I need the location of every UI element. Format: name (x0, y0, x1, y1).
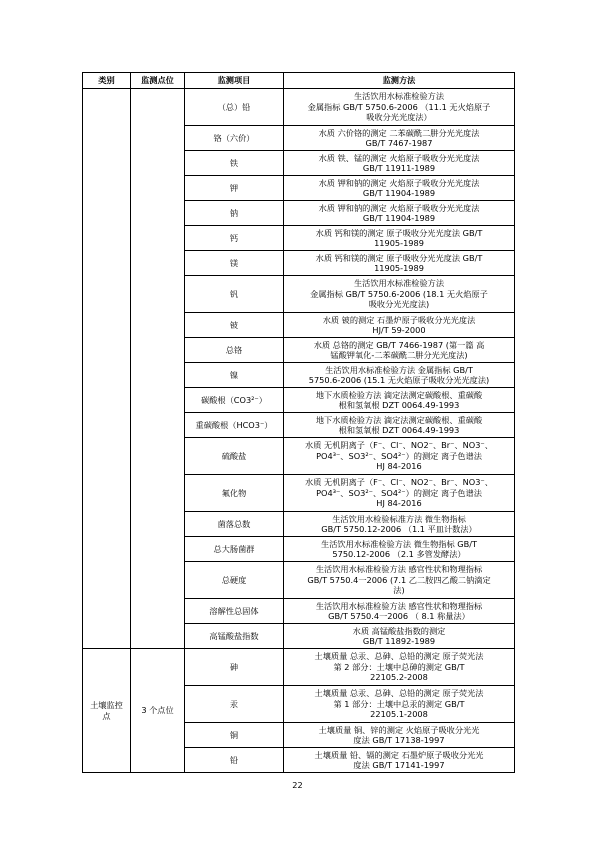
method-line: 水质 钾和钠的测定 火焰原子吸收分光光度法 (318, 177, 480, 188)
method-cell (284, 512, 515, 537)
item-cell: 碳酸根（CO3²⁻） (185, 388, 284, 413)
empty-cell (83, 176, 131, 201)
method-line: 生活饮用水标准检验方法 微生物指标 GB/T (321, 538, 477, 549)
method-cell (284, 151, 515, 176)
table-row (83, 176, 515, 201)
item-cell: 重碳酸根（HCO3⁻） (185, 413, 284, 438)
method-line: 水质 无机阴离子（F⁻、Cl⁻、NO2⁻、Br⁻、NO3⁻、 (305, 477, 493, 488)
empty-cell (131, 89, 185, 126)
method-line: GB/T 5750.4一2006 (7.1 乙二胺四乙酸二钠滴定 (307, 574, 491, 585)
header-category: 类别 (83, 73, 131, 89)
item-cell: 砷 (185, 649, 284, 686)
method-cell (284, 363, 515, 388)
item-cell: 钒 (185, 276, 284, 313)
method-line: 地下水质检验方法 滴定法测定碳酸根、重碳酸 (315, 414, 483, 425)
item-cell: 铅 (185, 748, 284, 773)
table-row (83, 338, 515, 363)
method-cell (284, 748, 515, 773)
item-cell: 钙 (185, 226, 284, 251)
table-row (83, 537, 515, 562)
item-cell: 铁 (185, 151, 284, 176)
page-number: 22 (292, 780, 303, 790)
table-row (83, 624, 515, 649)
method-cell (284, 624, 515, 649)
method-line: 吸收分光光度法） (366, 112, 432, 123)
method-line: 5750.12-2006 （2.1 多管发酵法） (332, 549, 466, 559)
empty-cell (131, 126, 185, 151)
method-cell (284, 176, 515, 201)
method-line: 水质 铁、锰的测定 火焰原子吸收分光光度法 (318, 152, 480, 163)
method-line: 22105.2-2008 (370, 672, 428, 683)
empty-cell (83, 388, 131, 413)
empty-cell (131, 363, 185, 388)
empty-cell (83, 338, 131, 363)
empty-cell (83, 276, 131, 313)
item-cell: 镁 (185, 251, 284, 276)
empty-cell (131, 276, 185, 313)
item-cell: 汞 (185, 686, 284, 723)
method-line: 根和氢氧根 DZT 0064.49-1993 (338, 425, 460, 435)
method-line: 金属指标 GB/T 5750.6-2006 (18.1 无火焰原子 (310, 288, 488, 299)
empty-cell (83, 363, 131, 388)
method-line: 第 2 部分：土壤中总砷的测定 GB/T (333, 661, 465, 672)
table-row (83, 201, 515, 226)
empty-cell (83, 562, 131, 599)
empty-cell (131, 562, 185, 599)
points-cell: 3 个点位 (131, 649, 185, 773)
method-line: 第 1 部分：土壤中总汞的测定 GB/T (333, 698, 465, 709)
method-cell (284, 413, 515, 438)
method-line: 度法 GB/T 17138-1997 (353, 735, 445, 745)
table-row (83, 475, 515, 512)
empty-cell (83, 126, 131, 151)
table-row (83, 276, 515, 313)
method-line: 生活饮用水标准检验方法 (353, 278, 445, 289)
empty-cell (131, 176, 185, 201)
method-cell (284, 649, 515, 686)
header-monitoring-point: 监测点位 (131, 73, 185, 89)
empty-cell (131, 624, 185, 649)
method-cell (284, 126, 515, 151)
item-cell: 铬（六价） (185, 126, 284, 151)
method-line: 吸收分光光度法) (368, 299, 430, 310)
header-monitoring-method: 监测方法 (284, 73, 515, 89)
empty-cell (131, 251, 185, 276)
empty-cell (83, 201, 131, 226)
empty-cell (131, 388, 185, 413)
method-line: PO4³⁻、SO3²⁻、SO4²⁻）的测定 离子色谱法 (316, 487, 482, 498)
method-line: GB/T 5750.4一2006 （ 8.1 称量法） (328, 611, 470, 621)
item-cell: 溶解性总固体 (185, 599, 284, 624)
empty-cell (83, 151, 131, 176)
item-cell: 总大肠菌群 (185, 537, 284, 562)
method-cell (284, 276, 515, 313)
item-cell: 钾 (185, 176, 284, 201)
empty-cell (131, 475, 185, 512)
item-cell: 钠 (185, 201, 284, 226)
method-cell (284, 226, 515, 251)
table-row (83, 438, 515, 475)
empty-cell (131, 438, 185, 475)
method-line: 生活饮用水标准检验方法 (353, 91, 445, 102)
table-row (83, 89, 515, 126)
method-line: 地下水质检验方法 滴定法测定碳酸根、重碳酸 (315, 389, 483, 400)
method-line: 金属指标 GB/T 5750.6-2006 （11.1 无火焰原子 (307, 101, 491, 112)
method-cell (284, 438, 515, 475)
empty-cell (83, 537, 131, 562)
table-row (83, 226, 515, 251)
empty-cell (83, 475, 131, 512)
empty-cell (83, 226, 131, 251)
method-line: GB/T 5750.12-2006 （1.1 平皿计数法） (321, 524, 477, 534)
monitoring-methods-table (82, 72, 515, 773)
empty-cell (131, 151, 185, 176)
item-cell: 硫酸盐 (185, 438, 284, 475)
method-cell (284, 475, 515, 512)
empty-cell (131, 338, 185, 363)
empty-cell (131, 599, 185, 624)
method-line: 法) (393, 585, 405, 596)
method-line: 土壤质量 总汞、总砷、总铅的测定 原子荧光法 (314, 651, 484, 662)
method-cell (284, 388, 515, 413)
table-body (83, 89, 515, 773)
method-line: 5750.6-2006 (15.1 无火焰原子吸收分光光度法) (308, 375, 490, 385)
method-cell (284, 251, 515, 276)
method-line: 度法 GB/T 17141-1997 (353, 760, 445, 770)
method-cell (284, 338, 515, 363)
empty-cell (83, 599, 131, 624)
method-cell (284, 201, 515, 226)
table-row (83, 363, 515, 388)
method-line: GB/T 11892-1989 (362, 636, 436, 646)
item-cell: （总）铅 (185, 89, 284, 126)
table-row (83, 562, 515, 599)
table-row (83, 126, 515, 151)
method-line: GB/T 7467-1987 (365, 138, 433, 148)
method-line: PO4³⁻、SO3²⁻、SO4²⁻）的测定 离子色谱法 (316, 450, 482, 461)
method-line: 根和氢氧根 DZT 0064.49-1993 (338, 400, 460, 410)
empty-cell (83, 624, 131, 649)
method-line: HJ 84-2016 (376, 461, 422, 472)
item-cell: 镍 (185, 363, 284, 388)
table-row (83, 388, 515, 413)
table-row (83, 649, 515, 686)
method-line: 水质 钙和镁的测定 原子吸收分光光度法 GB/T (315, 227, 483, 238)
table-row (83, 251, 515, 276)
empty-cell (83, 251, 131, 276)
empty-cell (131, 313, 185, 338)
method-line: 水质 无机阴离子（F⁻、Cl⁻、NO2⁻、Br⁻、NO3⁻、 (305, 440, 493, 451)
empty-cell (131, 413, 185, 438)
method-line: 水质 钾和钠的测定 火焰原子吸收分光光度法 (318, 202, 480, 213)
method-line: GB/T 11911-1989 (362, 163, 436, 173)
method-line: 生活饮用水标准检验方法 感官性状和物理指标 (315, 600, 483, 611)
method-line: GB/T 11904-1989 (362, 213, 436, 223)
method-line: 22105.1-2008 (370, 709, 428, 720)
item-cell: 高锰酸盐指数 (185, 624, 284, 649)
empty-cell (83, 512, 131, 537)
item-cell: 氟化物 (185, 475, 284, 512)
empty-cell (131, 226, 185, 251)
item-cell: 总铬 (185, 338, 284, 363)
method-cell (284, 537, 515, 562)
table-row (83, 512, 515, 537)
item-cell: 总硬度 (185, 562, 284, 599)
method-line: 生活饮用水标准检验方法 金属指标 GB/T (325, 364, 473, 375)
empty-cell (131, 201, 185, 226)
method-line: 水质 钙和镁的测定 原子吸收分光光度法 GB/T (315, 252, 483, 263)
empty-cell (83, 89, 131, 126)
method-line: 水质 高锰酸盐指数的测定 (352, 625, 446, 636)
method-line: 11905-1989 (374, 263, 424, 273)
table-row (83, 599, 515, 624)
empty-cell (83, 438, 131, 475)
method-cell (284, 723, 515, 748)
empty-cell (83, 413, 131, 438)
table-row (83, 313, 515, 338)
method-line: 生活饮用水检验标准方法 微生物指标 (332, 513, 466, 524)
method-cell (284, 599, 515, 624)
method-cell (284, 89, 515, 126)
method-cell (284, 313, 515, 338)
category-cell: 土壤监控点 (83, 649, 131, 773)
method-line: 锰酸钾氧化-二苯碳酰二肼分光光度法) (330, 350, 468, 360)
method-line: 水质 铍的测定 石墨炉原子吸收分光光度法 (322, 314, 476, 325)
empty-cell (83, 313, 131, 338)
method-line: 生活饮用水标准检验方法 感官性状和物理指标 (315, 564, 483, 575)
method-cell (284, 562, 515, 599)
empty-cell (131, 512, 185, 537)
method-line: 水质 总铬的测定 GB/T 7466-1987 (第一篇 高 (313, 339, 485, 350)
method-line: GB/T 11904-1989 (362, 188, 436, 198)
method-cell (284, 686, 515, 723)
table-row (83, 151, 515, 176)
method-line: 水质 六价铬的测定 二苯碳酰二肼分光光度法 (318, 127, 480, 138)
item-cell: 菌落总数 (185, 512, 284, 537)
header-monitoring-item: 监测项目 (185, 73, 284, 89)
method-line: 土壤质量 铜、锌的测定 火焰原子吸收分光光 (318, 724, 480, 735)
method-line: HJ/T 59-2000 (372, 325, 426, 335)
empty-cell (131, 537, 185, 562)
method-line: HJ 84-2016 (376, 498, 422, 509)
item-cell: 铍 (185, 313, 284, 338)
table-header-row (83, 73, 515, 89)
method-line: 土壤质量 铅、镉的测定 石墨炉原子吸收分光光 (314, 749, 484, 760)
table-row (83, 413, 515, 438)
method-line: 11905-1989 (374, 238, 424, 248)
method-line: 土壤质量 总汞、总砷、总铅的测定 原子荧光法 (314, 688, 484, 699)
item-cell: 铜 (185, 723, 284, 748)
